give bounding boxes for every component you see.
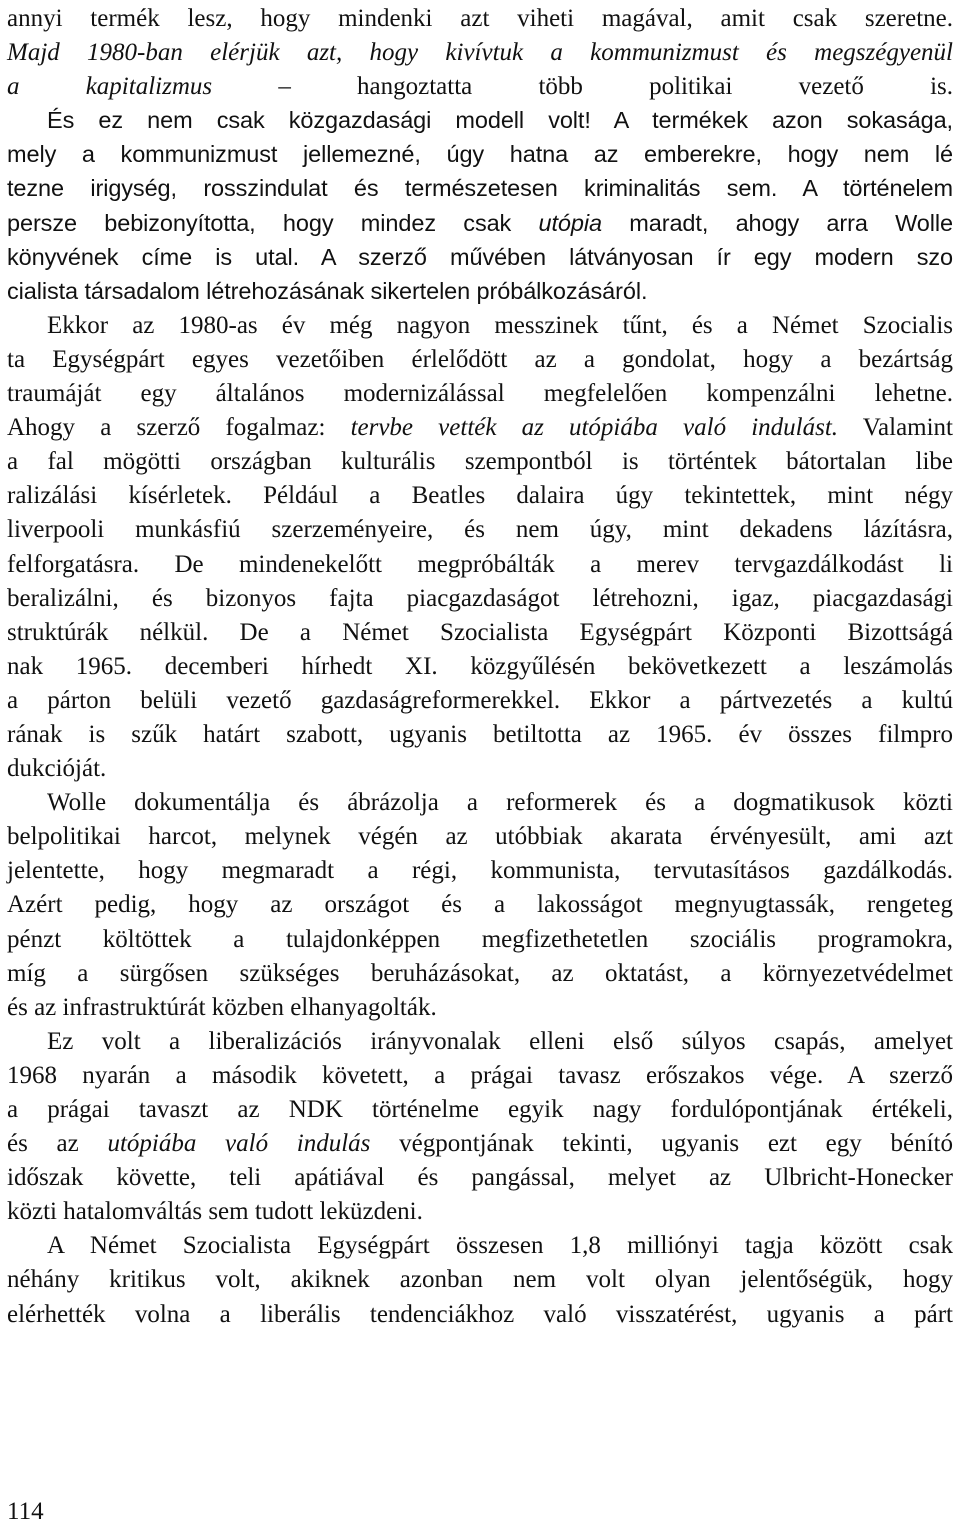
text-line	[7, 1057, 953, 1094]
text-line	[7, 682, 953, 719]
text-line	[7, 273, 953, 310]
text-line	[7, 955, 953, 992]
document-body	[7, 0, 953, 1333]
text-line	[7, 716, 953, 753]
text-span: Valamint	[838, 414, 954, 442]
text-span: A szerző művében látványosan ír egy modern szo	[320, 243, 953, 270]
text-span: nak 1965. decemberi hírhedt XI. közgyűlésén bekövetkezett a leszámolás	[7, 652, 953, 680]
text-span: néhány kritikus volt, akiknek azonban nem volt olyan jelentőségük, hogy	[7, 1266, 953, 1294]
text-span: tezne irigység, rosszindulat és természetesen kriminalitás sem.	[7, 175, 803, 202]
text-span: közti hatalomváltás sem tudott leküzdeni.	[7, 1198, 423, 1226]
text-span: traumáját egy általános modernizálással megfelelően kompenzálni lehetne.	[7, 380, 953, 408]
text-line	[7, 409, 953, 446]
text-line	[7, 580, 953, 617]
text-span: maradt, ahogy arra Wolle	[601, 209, 953, 236]
text-span: – hangoztatta több politikai vezető is.	[212, 73, 953, 101]
text-span: ta Egységpárt egyes vezetőiben érlelődött az a gondolat, hogy a bezártság	[7, 345, 953, 373]
text-line	[7, 1023, 953, 1060]
text-span: és az infrastruktúrát közben elhanyagolták.	[7, 993, 437, 1021]
text-span: 1968 nyarán a második követett, a prágai tavasz erőszakos vége. A szerző	[7, 1061, 953, 1089]
text-line	[7, 0, 953, 37]
text-line	[7, 818, 953, 855]
text-line	[7, 34, 953, 71]
text-line	[7, 989, 953, 1026]
text-line	[7, 375, 953, 412]
text-span: persze bebizonyította, hogy mindez csak	[7, 209, 539, 236]
text-span: jelentette, hogy megmaradt a régi, kommunista, tervutasításos gazdálkodás.	[7, 857, 953, 885]
text-line	[7, 68, 953, 105]
text-line	[7, 852, 953, 889]
text-span: belpolitikai harcot, melynek végén az utóbbiak akarata érvényesült, ami azt	[7, 823, 953, 851]
text-span: elérhették volna a liberális tendenciákhoz való visszatérést, ugyanis a párt	[7, 1300, 953, 1328]
text-span: Ez volt a liberalizációs irányvonalak elleni első súlyos csapás, amelyet	[47, 1027, 953, 1055]
text-span: míg a sürgősen szükséges beruházásokat, az oktatást, a környezetvédelmet	[7, 959, 953, 987]
text-line	[7, 614, 953, 651]
text-line	[7, 102, 953, 139]
text-span: annyi termék lesz, hogy mindenki azt viheti magával, amit csak szeretne.	[7, 5, 953, 32]
text-span: beralizálni, és bizonyos fajta piacgazdaságot létrehozni, igaz, piacgazdasági	[7, 584, 953, 612]
text-span: utópia	[538, 209, 602, 236]
text-line	[7, 1193, 953, 1230]
text-span: végpontjának tekinti, ugyanis ezt egy bénító	[370, 1130, 953, 1158]
text-line	[7, 1091, 953, 1128]
text-span: Ekkor az 1980-as év még nagyon messzinek tűnt, és a Német Szocialis	[47, 311, 953, 339]
text-line	[7, 1296, 953, 1333]
text-line	[7, 1125, 953, 1162]
text-span: A történelem	[802, 175, 953, 202]
text-line	[7, 750, 953, 787]
text-span: Wolle dokumentálja és ábrázolja a reformerek és a dogmatikusok közti	[47, 789, 953, 817]
text-span: és az	[7, 1130, 108, 1158]
text-line	[7, 511, 953, 548]
text-span: A Német Szocialista Egységpárt összesen 1,8 milliónyi tagja között csak	[47, 1232, 953, 1260]
text-span: a kapitalizmus	[7, 73, 213, 101]
text-span: Azért pedig, hogy az országot és a lakosságot megnyugtassák, rengeteg	[7, 891, 953, 919]
text-span: dukcióját.	[7, 755, 107, 783]
text-span: Ahogy a szerző fogalmaz:	[7, 414, 351, 442]
text-span: És ez nem csak közgazdasági modell volt!	[47, 107, 614, 134]
text-line	[7, 239, 953, 276]
text-line	[7, 648, 953, 685]
text-span: könyvének címe is utal.	[7, 243, 321, 270]
text-span: időszak követte, teli apátiával és pangással, melyet az Ulbricht-Honecker	[7, 1164, 953, 1192]
text-line	[7, 443, 953, 480]
text-line	[7, 136, 953, 173]
text-line	[7, 205, 953, 242]
page-number: 114	[7, 1498, 44, 1525]
text-line	[7, 921, 953, 958]
text-line	[7, 546, 953, 583]
text-span: a párton belüli vezető gazdaságreformerekkel. Ekkor a pártvezetés a kultú	[7, 686, 953, 714]
text-line	[7, 886, 953, 923]
text-line	[7, 170, 953, 207]
text-line	[7, 1159, 953, 1196]
text-line	[7, 1227, 953, 1264]
text-line	[7, 341, 953, 378]
text-line	[7, 784, 953, 821]
text-span: felforgatásra. De mindenekelőtt megpróbálták a merev tervgazdálkodást li	[7, 550, 953, 578]
text-line	[7, 307, 953, 344]
text-span: tervbe vették az utópiába való indulást.	[350, 414, 839, 442]
text-span: Majd 1980-ban elérjük azt, hogy kivívtuk a kommunizmust és megszégyenül	[7, 39, 953, 67]
text-line	[7, 1261, 953, 1298]
text-span: ralizálási kísérletek. Például a Beatles dalaira úgy tekintettek, mint négy	[7, 482, 953, 510]
text-span: utópiába való indulás	[107, 1130, 371, 1158]
text-span: rának is szűk határt szabott, ugyanis betiltotta az 1965. év összes filmpro	[7, 720, 953, 748]
text-span: cialista társadalom létrehozásának sikertelen próbálkozásáról.	[7, 277, 648, 304]
text-span: struktúrák nélkül. De a Német Szocialista Egységpárt Központi Bizottságá	[7, 618, 953, 646]
text-line	[7, 477, 953, 514]
text-span: liverpooli munkásfiú szerzeményeire, és nem úgy, mint dekadens lázításra,	[7, 516, 953, 544]
text-span: pénzt költöttek a tulajdonképpen megfizethetetlen szociális programokra,	[7, 925, 953, 953]
text-span: a prágai tavaszt az NDK történelme egyik nagy fordulópontjának értékeli,	[7, 1096, 953, 1123]
text-span: a fal mögötti országban kulturális szempontból is történtek bátortalan libe	[7, 448, 953, 476]
text-span: A termékek azon sokasága,	[613, 107, 953, 134]
text-span: mely a kommunizmust jellemezné, úgy hatna az emberekre, hogy nem lé	[7, 141, 953, 168]
